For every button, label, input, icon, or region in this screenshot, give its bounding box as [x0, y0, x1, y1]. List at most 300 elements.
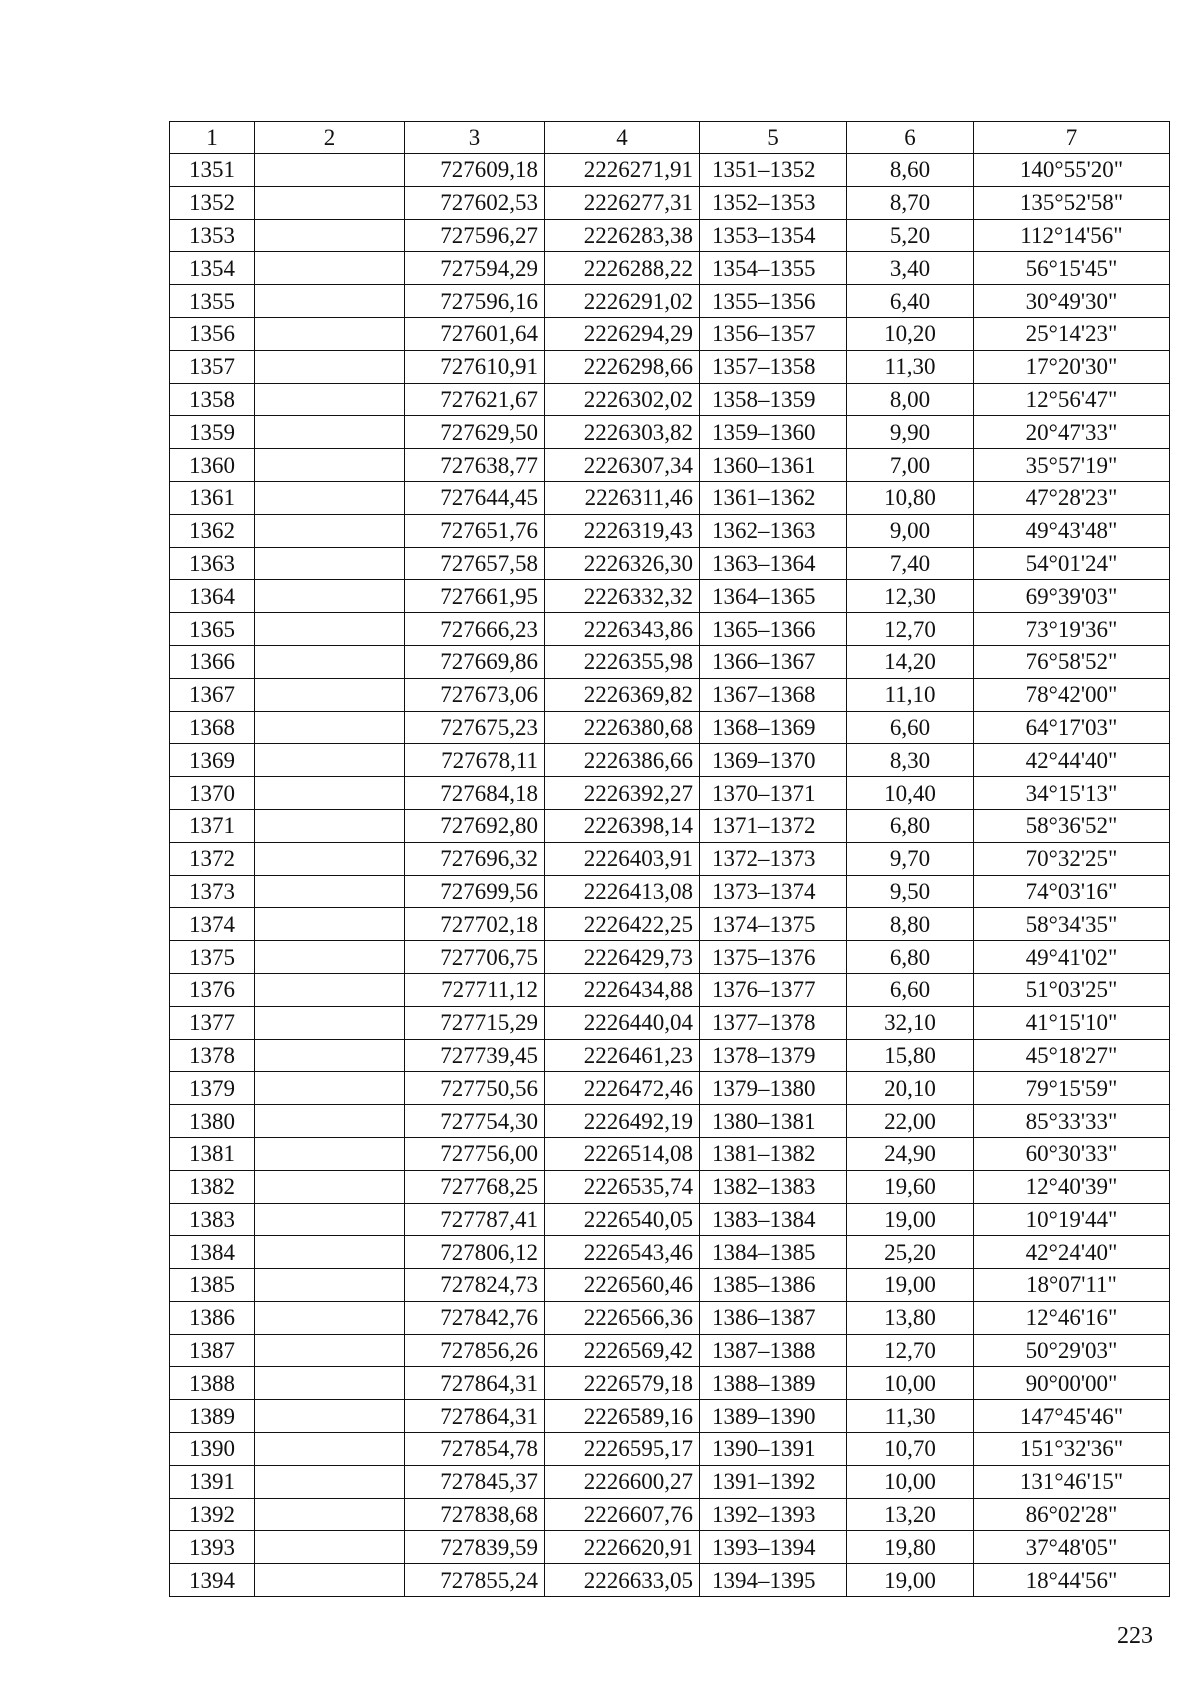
table-cell-col-6: 3,40: [847, 252, 974, 285]
table-cell-col-1: 1367: [170, 678, 255, 711]
table-row: [170, 777, 1170, 810]
table-cell-col-6: 10,00: [847, 1465, 974, 1498]
table-cell-col-4: 2226326,30: [545, 547, 700, 580]
table-cell-col-7: 17°20'30": [974, 350, 1170, 383]
table-cell-col-1: 1355: [170, 285, 255, 318]
table-cell-col-1: 1357: [170, 350, 255, 383]
table-cell-col-6: 13,80: [847, 1301, 974, 1334]
table-cell-col-3: 727845,37: [405, 1465, 545, 1498]
table-cell-col-4: 2226434,88: [545, 973, 700, 1006]
table-cell-col-3: 727666,23: [405, 613, 545, 646]
table-cell-col-4: 2226294,29: [545, 317, 700, 350]
table-cell-col-1: 1384: [170, 1236, 255, 1269]
table-cell-col-3: 727596,16: [405, 285, 545, 318]
table-cell-col-2: [255, 514, 405, 547]
table-cell-col-7: 18°07'11": [974, 1269, 1170, 1302]
table-cell-col-7: 64°17'03": [974, 711, 1170, 744]
table-cell-col-6: 25,20: [847, 1236, 974, 1269]
table-row: [170, 219, 1170, 252]
table-cell-col-2: [255, 1531, 405, 1564]
table-cell-col-4: 2226620,91: [545, 1531, 700, 1564]
table-cell-col-3: 727644,45: [405, 481, 545, 514]
table-cell-col-6: 8,70: [847, 186, 974, 219]
table-cell-col-3: 727651,76: [405, 514, 545, 547]
table-cell-col-1: 1386: [170, 1301, 255, 1334]
coordinates-table: [169, 121, 1170, 1597]
table-cell-col-1: 1359: [170, 416, 255, 449]
table-cell-col-3: 727824,73: [405, 1269, 545, 1302]
table-cell-col-7: 12°40'39": [974, 1170, 1170, 1203]
table-cell-col-6: 6,40: [847, 285, 974, 318]
table-cell-col-3: 727594,29: [405, 252, 545, 285]
table-cell-col-5: 1362–1363: [700, 514, 847, 547]
table-cell-col-4: 2226298,66: [545, 350, 700, 383]
table-cell-col-7: 74°03'16": [974, 875, 1170, 908]
table-cell-col-2: [255, 1039, 405, 1072]
table-row: [170, 908, 1170, 941]
table-cell-col-6: 11,10: [847, 678, 974, 711]
table-cell-col-1: 1374: [170, 908, 255, 941]
table-cell-col-1: 1352: [170, 186, 255, 219]
table-cell-col-2: [255, 1105, 405, 1138]
table-cell-col-5: 1353–1354: [700, 219, 847, 252]
table-cell-col-7: 30°49'30": [974, 285, 1170, 318]
table-row: [170, 1006, 1170, 1039]
table-cell-col-1: 1377: [170, 1006, 255, 1039]
table-cell-col-5: 1370–1371: [700, 777, 847, 810]
table-cell-col-2: [255, 252, 405, 285]
table-cell-col-6: 10,40: [847, 777, 974, 810]
table-row: [170, 1072, 1170, 1105]
table-cell-col-5: 1354–1355: [700, 252, 847, 285]
table-cell-col-6: 19,80: [847, 1531, 974, 1564]
table-cell-col-3: 727692,80: [405, 809, 545, 842]
table-cell-col-4: 2226633,05: [545, 1564, 700, 1597]
table-cell-col-7: 25°14'23": [974, 317, 1170, 350]
table-cell-col-3: 727673,06: [405, 678, 545, 711]
table-cell-col-5: 1373–1374: [700, 875, 847, 908]
table-cell-col-3: 727739,45: [405, 1039, 545, 1072]
table-cell-col-7: 35°57'19": [974, 449, 1170, 482]
table-cell-col-7: 47°28'23": [974, 481, 1170, 514]
table-cell-col-7: 86°02'28": [974, 1498, 1170, 1531]
table-cell-col-5: 1352–1353: [700, 186, 847, 219]
table-cell-col-7: 34°15'13": [974, 777, 1170, 810]
table-cell-col-7: 135°52'58": [974, 186, 1170, 219]
table-cell-col-3: 727638,77: [405, 449, 545, 482]
table-cell-col-1: 1368: [170, 711, 255, 744]
table-cell-col-7: 112°14'56": [974, 219, 1170, 252]
table-cell-col-5: 1363–1364: [700, 547, 847, 580]
table-cell-col-1: 1371: [170, 809, 255, 842]
table-cell-col-1: 1370: [170, 777, 255, 810]
table-cell-col-1: 1391: [170, 1465, 255, 1498]
table-cell-col-4: 2226392,27: [545, 777, 700, 810]
table-row: [170, 973, 1170, 1006]
table-cell-col-5: 1384–1385: [700, 1236, 847, 1269]
table-cell-col-5: 1356–1357: [700, 317, 847, 350]
table-cell-col-1: 1388: [170, 1367, 255, 1400]
table-cell-col-6: 10,80: [847, 481, 974, 514]
table-row: [170, 1564, 1170, 1597]
table-cell-col-1: 1373: [170, 875, 255, 908]
table-cell-col-6: 6,80: [847, 941, 974, 974]
table-cell-col-5: 1393–1394: [700, 1531, 847, 1564]
table-cell-col-7: 69°39'03": [974, 580, 1170, 613]
table-cell-col-4: 2226535,74: [545, 1170, 700, 1203]
table-cell-col-7: 51°03'25": [974, 973, 1170, 1006]
table-cell-col-2: [255, 1433, 405, 1466]
table-row: [170, 1400, 1170, 1433]
table-cell-col-2: [255, 1564, 405, 1597]
table-cell-col-6: 15,80: [847, 1039, 974, 1072]
table-cell-col-2: [255, 809, 405, 842]
table-cell-col-6: 32,10: [847, 1006, 974, 1039]
table-cell-col-3: 727601,64: [405, 317, 545, 350]
table-cell-col-2: [255, 1498, 405, 1531]
table-cell-col-2: [255, 285, 405, 318]
table-cell-col-2: [255, 678, 405, 711]
table-cell-col-4: 2226288,22: [545, 252, 700, 285]
table-cell-col-6: 19,00: [847, 1203, 974, 1236]
table-cell-col-5: 1359–1360: [700, 416, 847, 449]
table-cell-col-1: 1366: [170, 645, 255, 678]
table-cell-col-4: 2226492,19: [545, 1105, 700, 1138]
table-cell-col-5: 1366–1367: [700, 645, 847, 678]
table-cell-col-4: 2226461,23: [545, 1039, 700, 1072]
table-cell-col-6: 19,60: [847, 1170, 974, 1203]
table-row: [170, 941, 1170, 974]
table-cell-col-2: [255, 744, 405, 777]
table-cell-col-4: 2226514,08: [545, 1137, 700, 1170]
table-cell-col-2: [255, 186, 405, 219]
table-cell-col-4: 2226291,02: [545, 285, 700, 318]
table-row: [170, 1236, 1170, 1269]
table-cell-col-2: [255, 645, 405, 678]
table-row: [170, 1137, 1170, 1170]
table-cell-col-1: 1381: [170, 1137, 255, 1170]
table-cell-col-5: 1394–1395: [700, 1564, 847, 1597]
table-cell-col-3: 727621,67: [405, 383, 545, 416]
table-cell-col-6: 11,30: [847, 1400, 974, 1433]
table-cell-col-4: 2226380,68: [545, 711, 700, 744]
table-cell-col-6: 24,90: [847, 1137, 974, 1170]
table-cell-col-7: 147°45'46": [974, 1400, 1170, 1433]
table-row: [170, 1301, 1170, 1334]
table-cell-col-5: 1369–1370: [700, 744, 847, 777]
table-cell-col-3: 727629,50: [405, 416, 545, 449]
table-row: [170, 580, 1170, 613]
table-cell-col-1: 1362: [170, 514, 255, 547]
table-cell-col-3: 727684,18: [405, 777, 545, 810]
table-cell-col-2: [255, 941, 405, 974]
table-cell-col-2: [255, 1170, 405, 1203]
table-cell-col-4: 2226607,76: [545, 1498, 700, 1531]
table-cell-col-6: 9,70: [847, 842, 974, 875]
table-cell-col-1: 1365: [170, 613, 255, 646]
table-cell-col-3: 727806,12: [405, 1236, 545, 1269]
table-cell-col-6: 9,90: [847, 416, 974, 449]
table-cell-col-1: 1356: [170, 317, 255, 350]
table-cell-col-3: 727854,78: [405, 1433, 545, 1466]
table-cell-col-1: 1393: [170, 1531, 255, 1564]
table-cell-col-1: 1383: [170, 1203, 255, 1236]
table-row: [170, 1465, 1170, 1498]
table-cell-col-3: 727787,41: [405, 1203, 545, 1236]
table-row: [170, 1498, 1170, 1531]
table-cell-col-5: 1389–1390: [700, 1400, 847, 1433]
table-cell-col-6: 8,30: [847, 744, 974, 777]
table-cell-col-5: 1358–1359: [700, 383, 847, 416]
table-row: [170, 842, 1170, 875]
table-cell-col-3: 727711,12: [405, 973, 545, 1006]
table-cell-col-2: [255, 973, 405, 1006]
table-cell-col-5: 1378–1379: [700, 1039, 847, 1072]
table-cell-col-5: 1377–1378: [700, 1006, 847, 1039]
table-cell-col-7: 56°15'45": [974, 252, 1170, 285]
table-cell-col-2: [255, 1301, 405, 1334]
table-cell-col-6: 20,10: [847, 1072, 974, 1105]
table-cell-col-2: [255, 1334, 405, 1367]
table-cell-col-3: 727675,23: [405, 711, 545, 744]
table-cell-col-3: 727842,76: [405, 1301, 545, 1334]
table-cell-col-2: [255, 416, 405, 449]
table-cell-col-2: [255, 481, 405, 514]
table-cell-col-4: 2226600,27: [545, 1465, 700, 1498]
table-row: [170, 1105, 1170, 1138]
table-cell-col-3: 727661,95: [405, 580, 545, 613]
table-cell-col-5: 1381–1382: [700, 1137, 847, 1170]
table-cell-col-7: 12°56'47": [974, 383, 1170, 416]
header-cell-3: 3: [405, 122, 545, 154]
table-cell-col-2: [255, 1072, 405, 1105]
table-cell-col-5: 1357–1358: [700, 350, 847, 383]
table-cell-col-2: [255, 1236, 405, 1269]
table-cell-col-6: 8,00: [847, 383, 974, 416]
table-cell-col-3: 727602,53: [405, 186, 545, 219]
table-row: [170, 154, 1170, 187]
table-cell-col-7: 76°58'52": [974, 645, 1170, 678]
table-cell-col-6: 9,00: [847, 514, 974, 547]
table-cell-col-1: 1372: [170, 842, 255, 875]
table-cell-col-6: 8,80: [847, 908, 974, 941]
table-cell-col-2: [255, 219, 405, 252]
table-cell-col-7: 60°30'33": [974, 1137, 1170, 1170]
table-cell-col-3: 727657,58: [405, 547, 545, 580]
table-cell-col-4: 2226332,32: [545, 580, 700, 613]
table-cell-col-7: 70°32'25": [974, 842, 1170, 875]
table-cell-col-2: [255, 777, 405, 810]
table-cell-col-1: 1382: [170, 1170, 255, 1203]
table-cell-col-6: 9,50: [847, 875, 974, 908]
table-cell-col-4: 2226595,17: [545, 1433, 700, 1466]
table-cell-col-5: 1372–1373: [700, 842, 847, 875]
table-cell-col-5: 1376–1377: [700, 973, 847, 1006]
table-cell-col-3: 727839,59: [405, 1531, 545, 1564]
table-cell-col-3: 727754,30: [405, 1105, 545, 1138]
table-cell-col-7: 58°34'35": [974, 908, 1170, 941]
table-cell-col-4: 2226429,73: [545, 941, 700, 974]
table-cell-col-1: 1380: [170, 1105, 255, 1138]
table-cell-col-7: 45°18'27": [974, 1039, 1170, 1072]
table-cell-col-4: 2226369,82: [545, 678, 700, 711]
table-row: [170, 678, 1170, 711]
table-cell-col-4: 2226440,04: [545, 1006, 700, 1039]
table-cell-col-7: 49°43'48": [974, 514, 1170, 547]
table-cell-col-6: 10,20: [847, 317, 974, 350]
table-row: [170, 285, 1170, 318]
table-cell-col-5: 1390–1391: [700, 1433, 847, 1466]
page-number: 223: [1117, 1623, 1153, 1649]
table-cell-col-1: 1378: [170, 1039, 255, 1072]
table-cell-col-1: 1375: [170, 941, 255, 974]
table-row: [170, 186, 1170, 219]
table-cell-col-6: 6,60: [847, 973, 974, 1006]
table-cell-col-7: 90°00'00": [974, 1367, 1170, 1400]
table-cell-col-4: 2226472,46: [545, 1072, 700, 1105]
table-cell-col-2: [255, 1367, 405, 1400]
table-cell-col-1: 1379: [170, 1072, 255, 1105]
table-cell-col-1: 1387: [170, 1334, 255, 1367]
table-row: [170, 1334, 1170, 1367]
table-cell-col-3: 727768,25: [405, 1170, 545, 1203]
table-cell-col-1: 1363: [170, 547, 255, 580]
table-cell-col-3: 727696,32: [405, 842, 545, 875]
table-cell-col-6: 7,40: [847, 547, 974, 580]
table-cell-col-2: [255, 711, 405, 744]
table-cell-col-4: 2226543,46: [545, 1236, 700, 1269]
table-cell-col-3: 727610,91: [405, 350, 545, 383]
table-cell-col-3: 727864,31: [405, 1400, 545, 1433]
table-cell-col-3: 727856,26: [405, 1334, 545, 1367]
table-cell-col-2: [255, 317, 405, 350]
table-cell-col-1: 1360: [170, 449, 255, 482]
table-row: [170, 547, 1170, 580]
table-row: [170, 645, 1170, 678]
table-cell-col-7: 12°46'16": [974, 1301, 1170, 1334]
table-cell-col-7: 37°48'05": [974, 1531, 1170, 1564]
table-cell-col-1: 1392: [170, 1498, 255, 1531]
table-cell-col-5: 1388–1389: [700, 1367, 847, 1400]
header-cell-6: 6: [847, 122, 974, 154]
table-cell-col-6: 12,70: [847, 1334, 974, 1367]
table-cell-col-6: 10,00: [847, 1367, 974, 1400]
table-cell-col-4: 2226569,42: [545, 1334, 700, 1367]
table-cell-col-5: 1368–1369: [700, 711, 847, 744]
header-row: [170, 122, 1170, 154]
table-cell-col-3: 727864,31: [405, 1367, 545, 1400]
table-cell-col-6: 14,20: [847, 645, 974, 678]
table-row: [170, 252, 1170, 285]
table-cell-col-7: 42°44'40": [974, 744, 1170, 777]
table-cell-col-1: 1390: [170, 1433, 255, 1466]
table-cell-col-7: 73°19'36": [974, 613, 1170, 646]
table-cell-col-7: 85°33'33": [974, 1105, 1170, 1138]
table-cell-col-4: 2226343,86: [545, 613, 700, 646]
table-cell-col-6: 13,20: [847, 1498, 974, 1531]
table-cell-col-2: [255, 350, 405, 383]
table-cell-col-3: 727699,56: [405, 875, 545, 908]
table-cell-col-4: 2226413,08: [545, 875, 700, 908]
table-cell-col-7: 18°44'56": [974, 1564, 1170, 1597]
table-cell-col-5: 1374–1375: [700, 908, 847, 941]
table-cell-col-1: 1364: [170, 580, 255, 613]
table-cell-col-1: 1376: [170, 973, 255, 1006]
table-cell-col-4: 2226302,02: [545, 383, 700, 416]
table-cell-col-3: 727838,68: [405, 1498, 545, 1531]
table-cell-col-4: 2226398,14: [545, 809, 700, 842]
table-cell-col-4: 2226386,66: [545, 744, 700, 777]
table-row: [170, 711, 1170, 744]
table-cell-col-6: 5,20: [847, 219, 974, 252]
table-cell-col-2: [255, 1203, 405, 1236]
table-cell-col-5: 1367–1368: [700, 678, 847, 711]
table-cell-col-4: 2226560,46: [545, 1269, 700, 1302]
table-row: [170, 481, 1170, 514]
table-cell-col-1: 1361: [170, 481, 255, 514]
header-cell-4: 4: [545, 122, 700, 154]
table-cell-col-7: 140°55'20": [974, 154, 1170, 187]
table-row: [170, 1039, 1170, 1072]
table-cell-col-6: 19,00: [847, 1269, 974, 1302]
table-cell-col-4: 2226307,34: [545, 449, 700, 482]
table-cell-col-5: 1379–1380: [700, 1072, 847, 1105]
table-row: [170, 1531, 1170, 1564]
table-cell-col-6: 19,00: [847, 1564, 974, 1597]
table-row: [170, 449, 1170, 482]
table-cell-col-1: 1353: [170, 219, 255, 252]
table-cell-col-4: 2226283,38: [545, 219, 700, 252]
table-cell-col-5: 1351–1352: [700, 154, 847, 187]
table-cell-col-2: [255, 1269, 405, 1302]
table-row: [170, 1367, 1170, 1400]
table-cell-col-2: [255, 908, 405, 941]
table-cell-col-2: [255, 547, 405, 580]
table-cell-col-5: 1361–1362: [700, 481, 847, 514]
table-cell-col-2: [255, 580, 405, 613]
table-cell-col-2: [255, 1465, 405, 1498]
table-cell-col-4: 2226355,98: [545, 645, 700, 678]
table-cell-col-4: 2226271,91: [545, 154, 700, 187]
table-cell-col-7: 20°47'33": [974, 416, 1170, 449]
table-cell-col-7: 10°19'44": [974, 1203, 1170, 1236]
table-cell-col-3: 727715,29: [405, 1006, 545, 1039]
table-cell-col-5: 1383–1384: [700, 1203, 847, 1236]
table-cell-col-5: 1364–1365: [700, 580, 847, 613]
table-cell-col-5: 1385–1386: [700, 1269, 847, 1302]
table-row: [170, 383, 1170, 416]
table-cell-col-6: 12,70: [847, 613, 974, 646]
header-cell-1: 1: [170, 122, 255, 154]
table-cell-col-5: 1391–1392: [700, 1465, 847, 1498]
table-row: [170, 809, 1170, 842]
table-cell-col-3: 727756,00: [405, 1137, 545, 1170]
table-cell-col-7: 131°46'15": [974, 1465, 1170, 1498]
table-body: [170, 122, 1170, 1597]
table-cell-col-1: 1358: [170, 383, 255, 416]
table-cell-col-4: 2226277,31: [545, 186, 700, 219]
table-cell-col-7: 151°32'36": [974, 1433, 1170, 1466]
table-cell-col-6: 8,60: [847, 154, 974, 187]
table-cell-col-4: 2226422,25: [545, 908, 700, 941]
table-cell-col-3: 727702,18: [405, 908, 545, 941]
table-cell-col-3: 727855,24: [405, 1564, 545, 1597]
table-cell-col-4: 2226403,91: [545, 842, 700, 875]
table-cell-col-5: 1386–1387: [700, 1301, 847, 1334]
table-cell-col-6: 6,60: [847, 711, 974, 744]
table-cell-col-5: 1382–1383: [700, 1170, 847, 1203]
table-row: [170, 317, 1170, 350]
